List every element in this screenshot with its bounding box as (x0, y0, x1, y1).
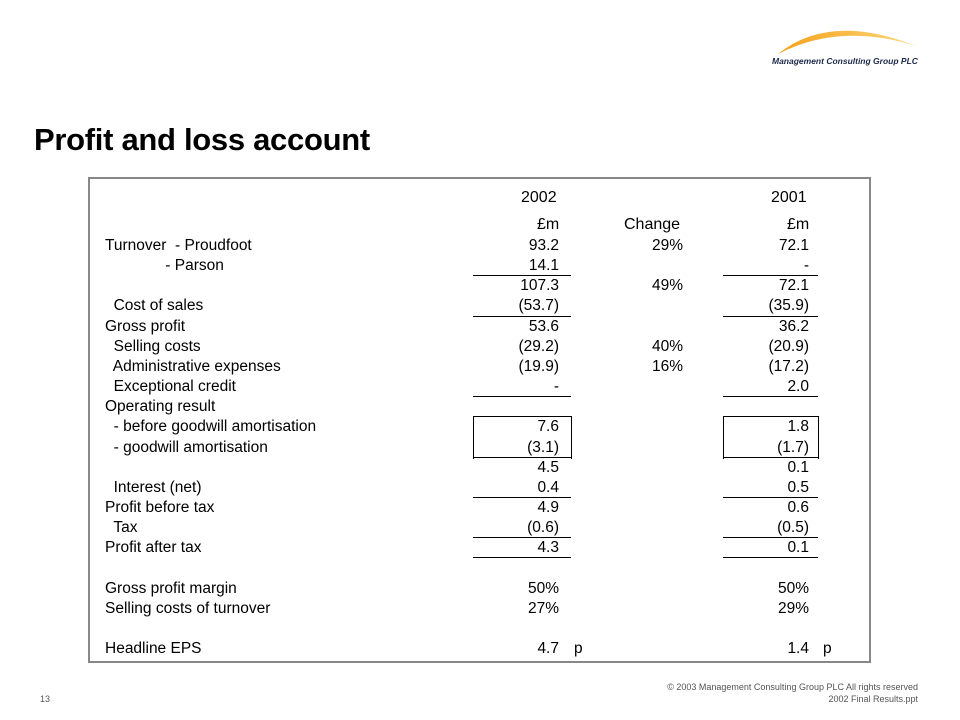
sum-rule (473, 416, 571, 417)
filename-text: 2002 Final Results.ppt (828, 694, 918, 704)
year-2001-header: 2001 (771, 189, 807, 206)
row-label: - Parson (105, 257, 224, 275)
table-row (90, 538, 869, 558)
table-row (90, 276, 869, 296)
bracket-rule (473, 416, 474, 458)
unit-2002-header: £m (537, 216, 560, 233)
year-2002-header: 2002 (521, 189, 557, 206)
footer-notes (667, 681, 918, 705)
company-logo (760, 20, 930, 70)
row-label: Profit after tax (105, 539, 202, 557)
value-2001: 0.5 (787, 478, 809, 496)
value-2001: 1.4 (787, 640, 809, 657)
row-label: Operating result (105, 398, 216, 416)
value-2001: 1.8 (787, 418, 809, 436)
sum-rule (723, 537, 818, 538)
value-2002: 107.3 (520, 277, 559, 295)
value-2002: (19.9) (518, 357, 559, 375)
sum-rule (723, 557, 818, 558)
value-2001: 0.1 (787, 539, 809, 557)
logo-swoosh-icon (770, 20, 920, 60)
sum-rule (473, 497, 571, 498)
table-row (90, 599, 869, 619)
bracket-rule (818, 416, 819, 458)
value-2001: 72.1 (778, 277, 809, 295)
sum-rule (723, 396, 818, 397)
table-row (90, 377, 869, 397)
value-2002: 7.6 (537, 418, 559, 436)
sum-rule (723, 316, 818, 317)
sum-rule (723, 416, 818, 417)
row-label: Profit before tax (105, 498, 215, 516)
row-label: Exceptional credit (105, 378, 236, 396)
table-row (90, 498, 869, 518)
unit-2001-header: £m (787, 216, 810, 233)
table-row (90, 558, 869, 578)
value-change: 49% (651, 277, 683, 295)
table-row (90, 417, 869, 437)
value-2002: 4.5 (537, 458, 559, 476)
value-2002: 4.9 (537, 498, 559, 516)
value-2001: (17.2) (768, 357, 809, 375)
value-2001: 0.6 (787, 498, 809, 516)
sum-rule (473, 537, 571, 538)
value-2001: 36.2 (778, 317, 809, 335)
value-2001: 2.0 (787, 378, 809, 396)
row-label: Cost of sales (105, 297, 204, 315)
value-2002: 4.3 (537, 539, 559, 557)
value-2002: 0.4 (537, 478, 559, 496)
table-row (90, 619, 869, 639)
table-row (90, 296, 869, 316)
sum-rule (723, 497, 818, 498)
value-2002: (53.7) (518, 297, 559, 315)
sum-rule (473, 316, 571, 317)
value-2002: 93.2 (528, 237, 559, 254)
value-change: 40% (651, 337, 683, 355)
table-row (90, 337, 869, 357)
table-row (90, 579, 869, 599)
value-change: 29% (651, 237, 683, 254)
bracket-rule (571, 416, 572, 458)
table-row (90, 478, 869, 498)
row-label: Turnover - Proudfoot (105, 237, 252, 254)
sum-rule (473, 457, 571, 458)
value-2002: (0.6) (527, 519, 559, 537)
value-2002: 4.7 (537, 640, 559, 657)
page-number: 13 (40, 694, 51, 704)
value-2002: (29.2) (518, 337, 559, 355)
table-row (90, 317, 869, 337)
value-2002: 14.1 (528, 257, 559, 275)
row-label: - goodwill amortisation (105, 438, 268, 456)
value-2001: - (803, 257, 809, 275)
value-2002: (3.1) (527, 438, 559, 456)
value-2002: 53.6 (528, 317, 559, 335)
value-change: 16% (651, 357, 683, 375)
sum-rule (473, 275, 571, 276)
value-2002: - (553, 378, 559, 396)
sum-rule (723, 275, 818, 276)
copyright-text: © 2003 Management Consulting Group PLC All rights reserved (667, 682, 918, 692)
table-row (90, 256, 869, 276)
row-label: Administrative expenses (105, 357, 281, 375)
row-label: Selling costs (105, 337, 201, 355)
bracket-rule (723, 416, 724, 458)
table-row (90, 518, 869, 538)
row-label: Headline EPS (105, 640, 202, 657)
value-2002: 50% (527, 579, 559, 597)
value-2001: (1.7) (777, 438, 809, 456)
sum-rule (723, 457, 818, 458)
table-row (90, 397, 869, 417)
row-label: Gross profit (105, 317, 186, 335)
eps-unit-2001: p (823, 640, 832, 657)
value-2001: (0.5) (777, 519, 809, 537)
table-row (90, 458, 869, 478)
row-label: - before goodwill amortisation (105, 418, 317, 436)
value-2001: 72.1 (778, 237, 809, 254)
pl-table-panel (88, 177, 871, 663)
table-row (90, 236, 869, 256)
row-label: Selling costs of turnover (105, 599, 271, 617)
row-label: Tax (105, 519, 138, 537)
value-2001: 29% (777, 599, 809, 617)
eps-unit-2002: p (574, 640, 583, 657)
company-name: Management Consulting Group PLC (772, 56, 918, 66)
value-2002: 27% (527, 599, 559, 617)
value-2001: (20.9) (768, 337, 809, 355)
value-2001: (35.9) (768, 297, 809, 315)
table-row (90, 639, 869, 659)
sum-rule (473, 396, 571, 397)
table-row (90, 438, 869, 458)
table-row (90, 357, 869, 377)
change-header: Change (624, 216, 681, 233)
value-2001: 50% (777, 579, 809, 597)
page-title: Profit and loss account (34, 122, 370, 157)
value-2001: 0.1 (787, 458, 809, 476)
row-label: Interest (net) (105, 478, 202, 496)
sum-rule (473, 557, 571, 558)
row-label: Gross profit margin (105, 579, 237, 597)
